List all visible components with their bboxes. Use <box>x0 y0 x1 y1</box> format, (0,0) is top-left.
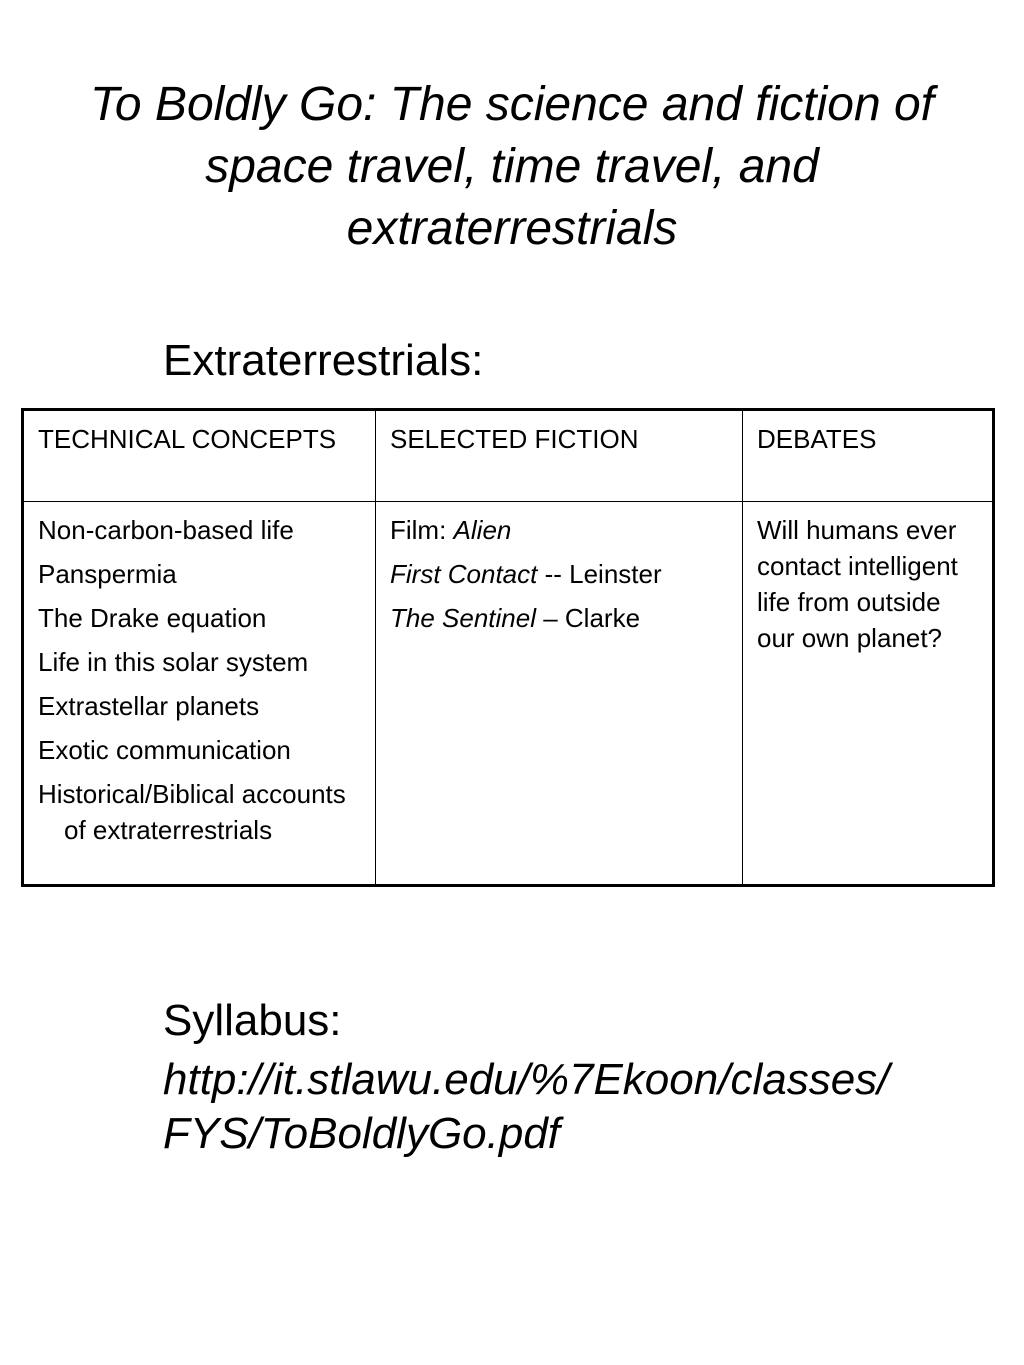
fiction-prefix: Film: <box>390 515 454 545</box>
table-header-row <box>23 410 994 502</box>
table-row <box>23 502 994 886</box>
fiction-author: – Clarke <box>535 603 641 633</box>
selected-fiction-cell <box>376 502 743 886</box>
section-heading: Extraterrestrials: <box>163 336 484 385</box>
list-item: Panspermia <box>38 559 177 589</box>
technical-concepts-cell <box>23 502 376 886</box>
header-selected-fiction: SELECTED FICTION <box>376 410 743 502</box>
title-line: To Boldly Go: The science and fiction of <box>89 78 935 131</box>
topics-table <box>21 408 995 887</box>
fiction-title: Alien <box>453 515 512 545</box>
list-item: Extrastellar planets <box>38 691 260 721</box>
title-line: space travel, time travel, and <box>205 140 819 193</box>
list-item: Historical/Biblical accounts of extraterrestrials <box>38 779 346 845</box>
header-technical-concepts: TECHNICAL CONCEPTS <box>23 410 376 502</box>
list-item: The Drake equation <box>38 603 267 633</box>
fiction-item <box>390 600 728 636</box>
list-item: Non-carbon-based life <box>38 515 294 545</box>
syllabus-link[interactable] <box>163 1053 963 1161</box>
fiction-title: The Sentinel <box>390 603 536 633</box>
header-debates: DEBATES <box>743 410 994 502</box>
syllabus-url-line: FYS/ToBoldlyGo.pdf <box>163 1109 561 1158</box>
list-item: Exotic communication <box>38 735 291 765</box>
list-item: Life in this solar system <box>38 647 309 677</box>
fiction-title: First Contact <box>390 559 538 589</box>
fiction-item <box>390 512 728 548</box>
syllabus-url-line: http://it.stlawu.edu/%7Ekoon/classes/ <box>163 1055 890 1104</box>
title-line: extraterrestrials <box>346 202 678 255</box>
page-title <box>30 74 994 260</box>
syllabus-label: Syllabus: <box>163 996 342 1045</box>
fiction-item <box>390 556 728 592</box>
debates-cell <box>743 502 994 886</box>
fiction-author: -- Leinster <box>537 559 662 589</box>
debate-question: Will humans ever contact intelligent life from outside our own planet? <box>757 515 958 653</box>
